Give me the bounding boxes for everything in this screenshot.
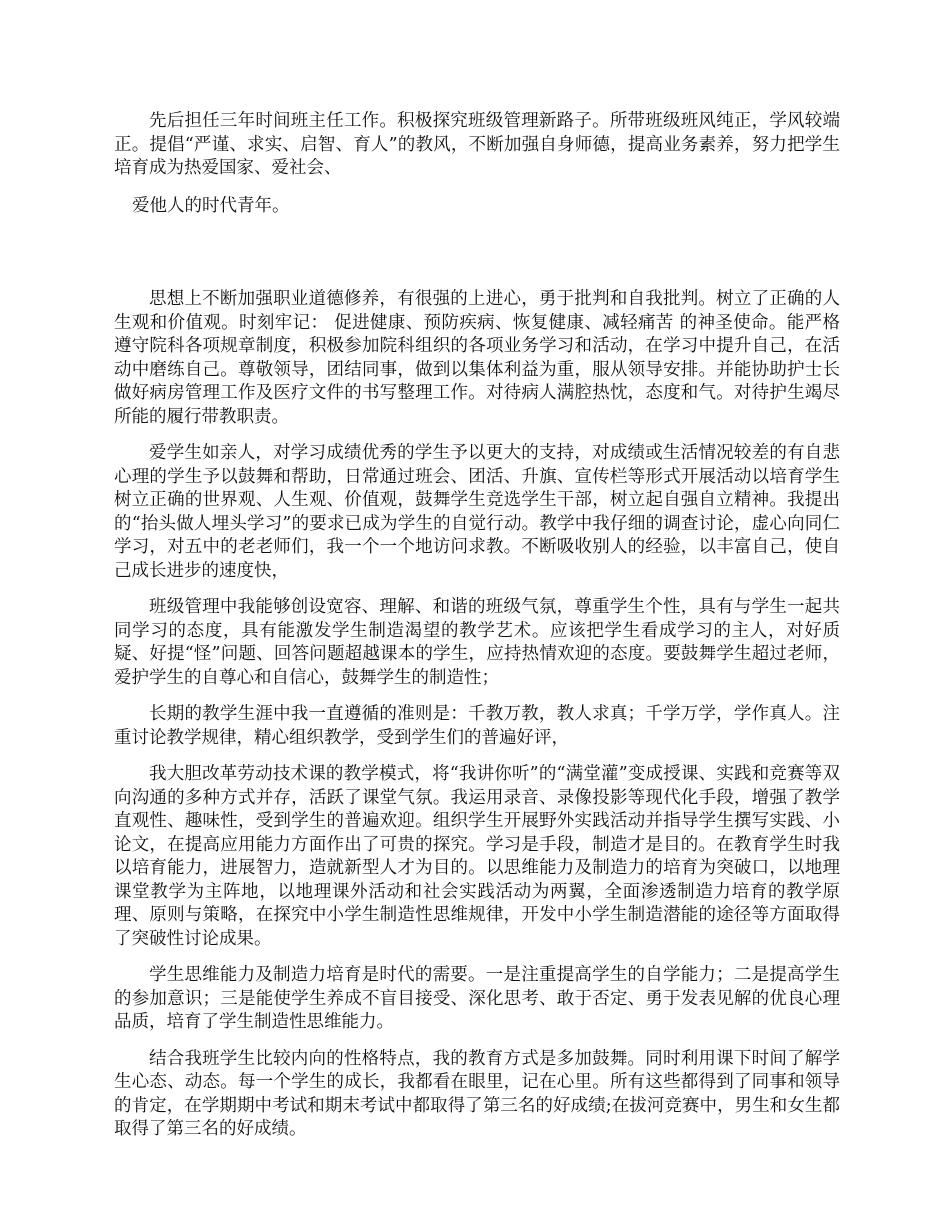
paragraph: 爱学生如亲人，对学习成绩优秀的学生予以更大的支持，对成绩或生活情况较差的有自悲心理的学生予以鼓舞和帮助，日常通过班会、团活、升旗、宣传栏等形式开展活动以培育学生树立正确的世界观、人生观、价值观，鼓舞学生竞选学生干部，树立起自强自立精神。我提出的“抬头做人埋头学习”的要求已成为学生的自觉行动。教学中我仔细的调查讨论，虚心向同仁学习，对五中的老老师们，我一个一个地访问求教。不断吸收别人的经验，以丰富自己，使自己成长进步的速度快，: [114, 443, 840, 581]
paragraph: 班级管理中我能够创设宽容、理解、和谐的班级气氛，尊重学生个性，具有与学生一起共同学习的态度，具有能激发学生制造渴望的教学艺术。应该把学生看成学习的主人，对好质疑、好提“怪”问题、回答问题超越课本的学生，应持热情欢迎的态度。要鼓舞学生超过老师，爱护学生的自尊心和自信心，鼓舞学生的制造性；: [114, 597, 840, 688]
paragraph: 先后担任三年时间班主任工作。积极探究班级管理新路子。所带班级班风纯正，学风较端正。提倡“严谨、求实、启智、育人”的教风，不断加强自身师德，提高业务素养，努力把学生培育成为热爱国家、爱社会、: [114, 111, 840, 178]
paragraph: 结合我班学生比较内向的性格特点，我的教育方式是多加鼓舞。同时利用课下时间了解学生心态、动态。每一个学生的成长，我都看在眼里，记在心里。所有这些都得到了同事和领导的肯定，在学期期中考试和期末考试中都取得了第三名的好成绩;在拔河竞赛中，男生和女生都取得了第三名的好成绩。: [114, 1048, 840, 1139]
paragraph: 我大胆改革劳动技术课的教学模式，将“我讲你听”的“满堂灌”变成授课、实践和竞赛等双向沟通的多种方式并存，活跃了课堂气氛。我运用录音、录像投影等现代化手段，增强了教学直观性、趣味性，受到学生的普遍欢迎。组织学生开展野外实践活动并指导学生撰写实践、小论文，在提高应用能力方面作出了可贵的探究。学习是手段，制造才是目的。在教育学生时我以培育能力，进展智力，造就新型人才为目的。以思维能力及制造力的培育为突破口，以地理课堂教学为主阵地，以地理课外活动和社会实践活动为两翼，全面渗透制造力培育的教学原理、原则与策略，在探究中小学生制造性思维规律，开发中小学生制造潜能的途径等方面取得了突破性讨论成果。: [114, 764, 840, 949]
paragraph: 长期的教学生涯中我一直遵循的准则是：千教万教，教人求真；千学万学，学作真人。注重讨论教学规律，精心组织教学，受到学生们的普遍好评，: [114, 704, 840, 748]
paragraph: 学生思维能力及制造力培育是时代的需要。一是注重提高学生的自学能力；二是提高学生的参加意识；三是能使学生养成不盲目接受、深化思考、敢于否定、勇于发表见解的优良心理品质，培育了学生制造性思维能力。: [114, 965, 840, 1032]
paragraph: 爱他人的时代青年。: [132, 195, 290, 216]
paragraph: 思想上不断加强职业道德修养，有很强的上进心，勇于批判和自我批判。树立了正确的人生观和价值观。时刻牢记： 促进健康、预防疾病、恢复健康、减轻痛苦 的神圣使命。能严格遵守院科各项规章制度，积极参加院科组织的各项业务学习和活动，在学习中提升自己，在活动中磨练自己。尊敬领导，团结同事，做到以集体利益为重，服从领导安排。并能协助护士长做好病房管理工作及医疗文件的书写整理工作。对待病人满腔热忱，态度和气。对待护生竭尽所能的履行带教职责。: [114, 289, 840, 427]
document-body: [114, 110, 840, 1155]
